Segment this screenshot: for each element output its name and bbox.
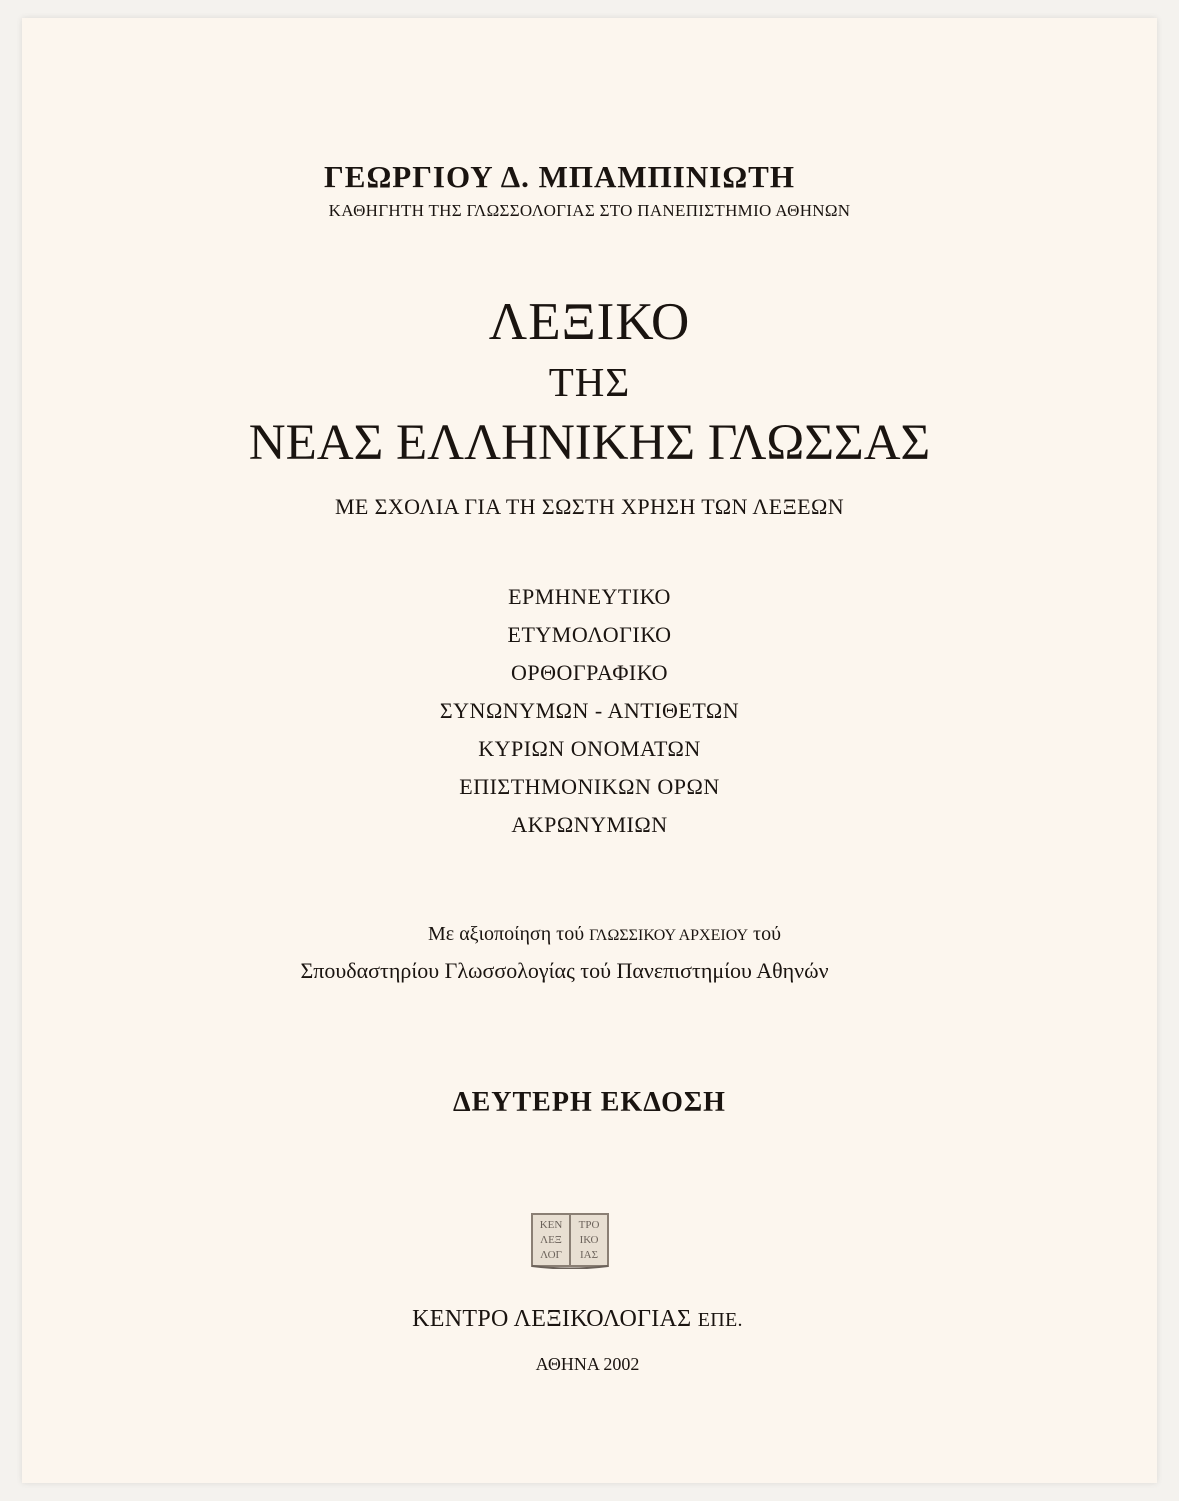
place-year: ΑΘΗΝΑ 2002 [535, 1354, 640, 1374]
dictionary-type-item: ΚΥΡΙΩΝ ΟΝΟΜΑΤΩΝ [478, 736, 701, 761]
book-title-line-1: ΛΕΞΙΚΟ [488, 293, 691, 351]
edition-label: ΔΕΥΤΕΡΗ ΕΚΔΟΣΗ [453, 1087, 726, 1118]
book-title-line-2: ΤΗΣ [548, 359, 631, 405]
title-page [22, 18, 1157, 1483]
book-title-line-3: ΝΕΑΣ ΕΛΛΗΝΙΚΗΣ ΓΛΩΣΣΑΣ [248, 415, 931, 471]
credit-line-2: Σπουδαστηρίου Γλωσσολογίας τού Πανεπιστημίου Αθηνών [300, 958, 829, 983]
dictionary-type-item: ΕΤΥΜΟΛΟΓΙΚΟ [507, 622, 672, 647]
dictionary-type-item: ΣΥΝΩΝΥΜΩΝ - ΑΝΤΙΘΕΤΩΝ [439, 698, 740, 723]
dictionary-type-item: ΕΡΜΗΝΕΥΤΙΚΟ [508, 584, 671, 609]
logo-text-3: ΛΕΞ [540, 1234, 562, 1246]
credit-archive: ΓΛΩΣΣΙΚΟΥ ΑΡΧΕΙΟΥ [589, 927, 749, 944]
credit-prefix: Με αξιοποίηση τού [428, 923, 585, 945]
logo-text-6: ΙΑΣ [579, 1249, 599, 1261]
logo-text-5: ΛΟΓ [540, 1249, 562, 1261]
dictionary-type-item: ΑΚΡΩΝΥΜΙΩΝ [511, 812, 668, 837]
logo-text-1: ΚΕΝ [539, 1219, 563, 1231]
dictionary-type-item: ΟΡΘΟΓΡΑΦΙΚΟ [510, 660, 668, 685]
logo-text-2: ΤΡΟ [578, 1219, 600, 1231]
author-title: ΚΑΘΗΓΗΤΗ ΤΗΣ ΓΛΩΣΣΟΛΟΓΙΑΣ ΣΤΟ ΠΑΝΕΠΙΣΤΗΜΙΟ ΑΘΗΝΩΝ [328, 201, 851, 220]
author-name: ΓΕΩΡΓΙΟΥ Δ. ΜΠΑΜΠΙΝΙΩΤΗ [324, 159, 795, 194]
publisher-name: ΚΕΝΤΡΟ ΛΕΞΙΚΟΛΟΓΙΑΣ [412, 1306, 692, 1332]
credit-line-1 [37, 924, 1172, 944]
logo-text-4: ΙΚΟ [579, 1234, 599, 1246]
subtitle: ΜΕ ΣΧΟΛΙΑ ΓΙΑ ΤΗ ΣΩΣΤΗ ΧΡΗΣΗ ΤΩΝ ΛΕΞΕΩΝ [334, 494, 845, 519]
dictionary-type-item: ΕΠΙΣΤΗΜΟΝΙΚΩΝ ΟΡΩΝ [459, 774, 720, 799]
open-book-logo-icon [530, 1213, 610, 1269]
publisher [10, 1307, 1145, 1331]
dictionary-types-list [22, 583, 1157, 849]
credit-suffix: τού [753, 923, 781, 945]
publisher-suffix: ΕΠΕ. [697, 1309, 743, 1331]
